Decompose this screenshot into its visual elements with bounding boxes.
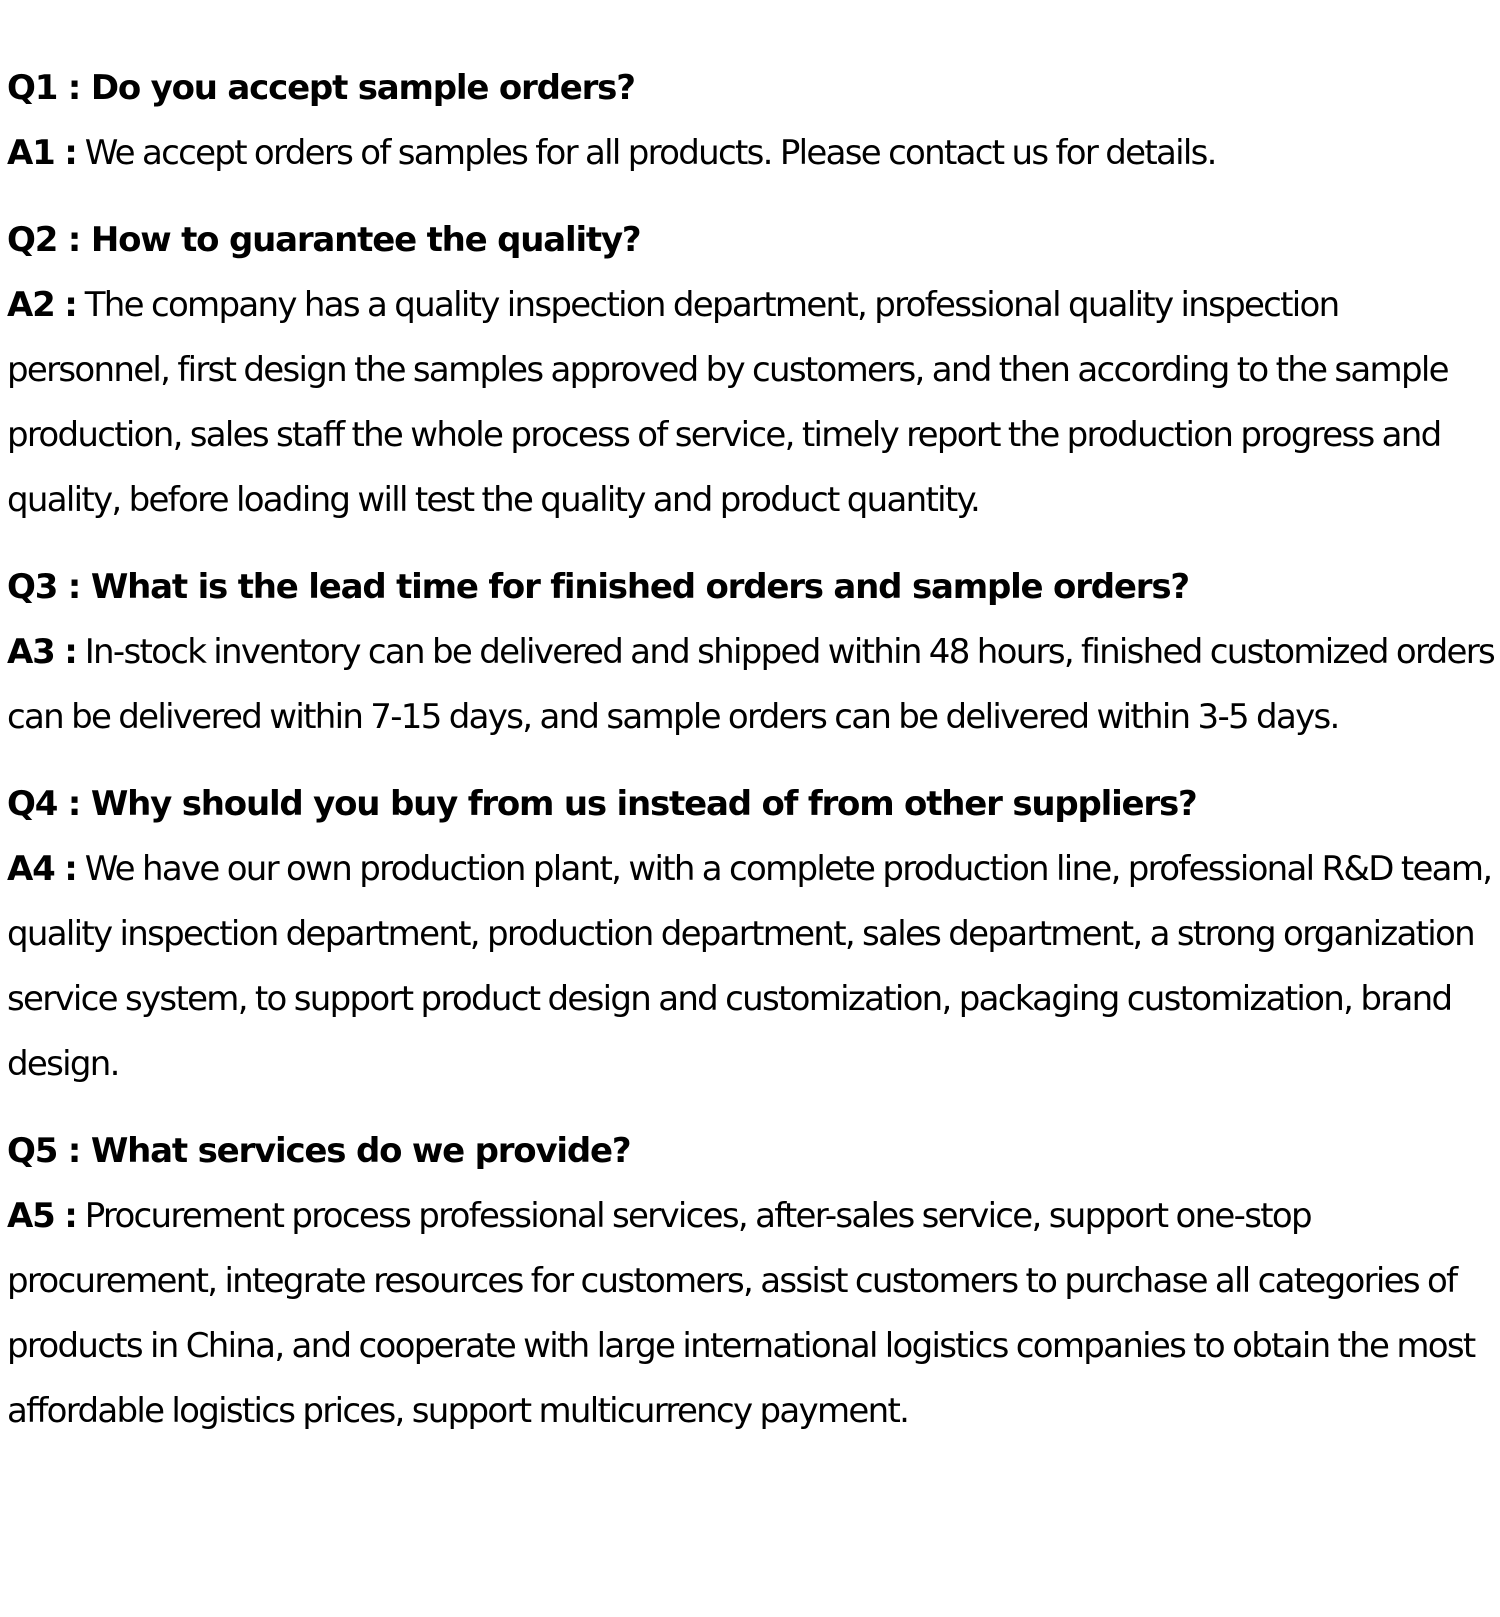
answer-label-5: A5 : xyxy=(7,1196,77,1236)
answer-text-2: The company has a quality inspection department, professional quality inspection personnel, first design the samples approved by customers, and then according to the sample production, sales staff the whole process of service, timely report the production progress and quality, before loading will test the quality and product quantity. xyxy=(7,285,1448,520)
answer-1 xyxy=(7,121,1497,186)
question-label-1: Q1 : xyxy=(7,68,81,108)
faq-item-5 xyxy=(7,1119,1497,1444)
question-text-2: How to guarantee the quality? xyxy=(90,220,641,260)
question-text-1: Do you accept sample orders? xyxy=(90,68,635,108)
answer-text-4: We have our own production plant, with a complete production line, professional R&D team, quality inspection department, production department, sales department, a strong organization service system, to support product design and customization, packaging customization, brand design. xyxy=(7,849,1492,1084)
answer-4 xyxy=(7,837,1497,1097)
question-text-4: Why should you buy from us instead of from other suppliers? xyxy=(90,784,1197,824)
question-3 xyxy=(7,555,1497,620)
faq-item-4 xyxy=(7,772,1497,1097)
answer-text-3: In-stock inventory can be delivered and shipped within 48 hours, finished customized orders can be delivered within 7-15 days, and sample orders can be delivered within 3-5 days. xyxy=(7,632,1495,737)
question-text-5: What services do we provide? xyxy=(90,1131,631,1171)
answer-2 xyxy=(7,273,1497,533)
faq-list xyxy=(7,56,1497,1466)
question-text-3: What is the lead time for finished orders and sample orders? xyxy=(90,567,1189,607)
answer-label-3: A3 : xyxy=(7,632,77,672)
question-label-5: Q5 : xyxy=(7,1131,81,1171)
question-2 xyxy=(7,208,1497,273)
question-1 xyxy=(7,56,1497,121)
answer-5 xyxy=(7,1184,1497,1444)
question-4 xyxy=(7,772,1497,837)
answer-label-1: A1 : xyxy=(7,133,77,173)
answer-label-4: A4 : xyxy=(7,849,77,889)
answer-3 xyxy=(7,620,1497,750)
question-label-4: Q4 : xyxy=(7,784,81,824)
answer-label-2: A2 : xyxy=(7,285,77,325)
question-label-2: Q2 : xyxy=(7,220,81,260)
answer-text-5: Procurement process professional services, after-sales service, support one-stop procurement, integrate resources for customers, assist customers to purchase all categories of products in China, and cooperate with large international logistics companies to obtain the most affordable logistics prices, support multicurrency payment. xyxy=(7,1196,1475,1431)
faq-item-2 xyxy=(7,208,1497,533)
question-5 xyxy=(7,1119,1497,1184)
faq-item-3 xyxy=(7,555,1497,750)
answer-text-1: We accept orders of samples for all products. Please contact us for details. xyxy=(84,133,1216,173)
faq-item-1 xyxy=(7,56,1497,186)
question-label-3: Q3 : xyxy=(7,567,81,607)
